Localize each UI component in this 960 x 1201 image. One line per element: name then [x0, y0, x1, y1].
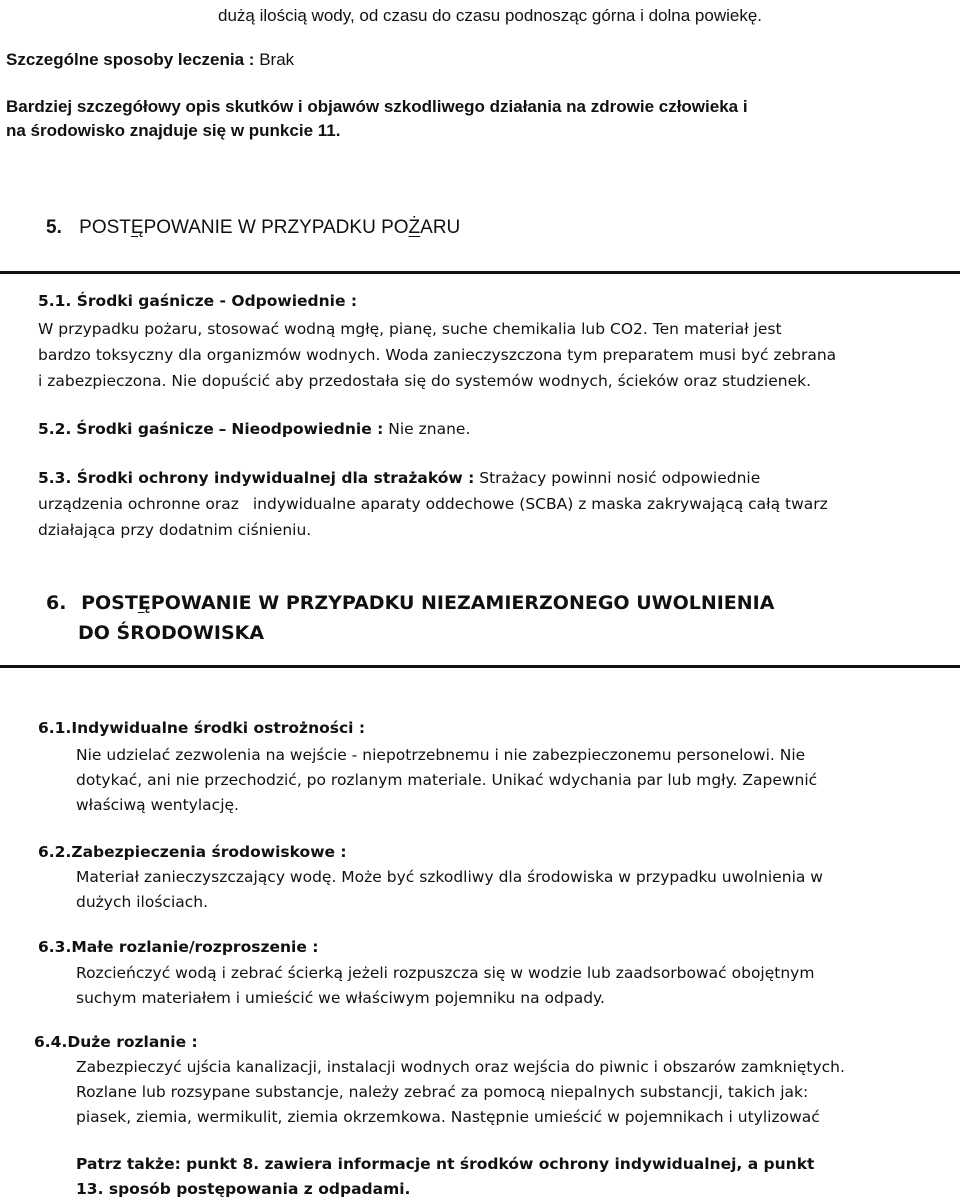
s61-line-1: Nie udzielać zezwolenia na wejście - niepotrzebnemu i nie zabezpieczonemu personelowi. Nie [76, 746, 806, 764]
section-6-title-line-2: DO ŚRODOWISKA [78, 622, 265, 644]
s64-line-3: piasek, ziemia, wermikulit, ziemia okrzemkowa. Następnie umieścić w pojemnikach i utylizować [76, 1108, 820, 1126]
section-5-title-d: Ż [408, 217, 421, 238]
see-also-line-1: Patrz także: punkt 8. zawiera informacje nt środków ochrony indywidualnej, a punkt [76, 1155, 815, 1173]
section-6-title-b: Ę [137, 592, 151, 614]
section-5-title-c: POWANIE W PRZYPADKU PO [143, 217, 409, 238]
section-5-number: 5. [46, 217, 62, 238]
section-6-number: 6. [46, 592, 67, 614]
special-treatment-value: Brak [259, 50, 295, 69]
s53-heading: 5.3. Środki ochrony indywidualnej dla strażaków : [38, 469, 475, 487]
s62-title: Zabezpieczenia środowiskowe : [71, 843, 347, 861]
section-6-divider [0, 665, 960, 668]
s51-line-2: bardzo toksyczny dla organizmów wodnych. Woda zanieczyszczona tym preparatem musi być zebrana [38, 346, 837, 364]
section-6-title-a: POST [81, 592, 138, 614]
section-6-title-c: POWANIE W PRZYPADKU NIEZAMIERZONEGO UWOLNIENIA [150, 592, 775, 614]
s61-line-2: dotykać, ani nie przechodzić, po rozlanym materiale. Unikać wdychania par lub mgły. Zapewnić [76, 771, 818, 789]
section-5-title-b: Ę [130, 217, 144, 238]
details-line-2: na środowisko znajduje się w punkcie 11. [6, 121, 341, 140]
s61-number: 6.1. [38, 719, 72, 737]
s62-number: 6.2. [38, 843, 72, 861]
s53-line-2a: urządzenia ochronne oraz [38, 495, 239, 513]
s52-heading-2: Nieodpowiednie : [231, 420, 384, 438]
s63-line-2: suchym materiałem i umieścić we właściwym pojemniku na odpady. [76, 989, 605, 1007]
s52-number: 5.2. [38, 420, 72, 438]
s64-title: Duże rozlanie : [67, 1033, 198, 1051]
see-also-line-2: 13. sposób postępowania z odpadami. [76, 1180, 411, 1198]
s61-line-3: właściwą wentylację. [76, 796, 239, 814]
s61-heading [38, 719, 365, 737]
s64-heading [34, 1033, 198, 1051]
s63-line-1: Rozcieńczyć wodą i zebrać ścierką jeżeli rozpuszcza się w wodzie lub zaadsorbować obojętnym [76, 964, 815, 982]
s53-row-2 [38, 495, 828, 513]
s62-line-2: dużych ilościach. [76, 893, 209, 911]
s53-first-text: Strażacy powinni nosić odpowiednie [479, 469, 761, 487]
section-6-heading [46, 592, 774, 614]
special-treatment-row [6, 50, 294, 70]
section-5-title-e: ARU [420, 217, 461, 238]
s51-line-1: W przypadku pożaru, stosować wodną mgłę, pianę, suche chemikalia lub CO2. Ten materiał jest [38, 320, 782, 338]
s61-title: Indywidualne środki ostrożności : [71, 719, 366, 737]
s52-value: Nie znane. [388, 420, 471, 438]
s51-line-3: i zabezpieczona. Nie dopuścić aby przedostała się do systemów wodnych, ścieków oraz studzienek. [38, 372, 812, 390]
section-5-divider [0, 271, 960, 274]
s63-number: 6.3. [38, 938, 72, 956]
section-5-heading [46, 217, 460, 239]
s63-title: Małe rozlanie/rozproszenie : [71, 938, 319, 956]
s52-dash: – [218, 420, 227, 438]
special-treatment-label: Szczególne sposoby leczenia : [6, 50, 255, 69]
s52-heading: Środki gaśnicze [76, 420, 214, 438]
s62-heading [38, 843, 347, 861]
section-5-title-a: POST [79, 217, 131, 238]
s64-line-1: Zabezpieczyć ujścia kanalizacji, instalacji wodnych oraz wejścia do piwnic i obszarów zamkniętych. [76, 1058, 845, 1076]
s51-heading: 5.1. Środki gaśnicze - Odpowiednie : [38, 292, 358, 310]
s53-row-1 [38, 469, 760, 487]
s64-line-2: Rozlane lub rozsypane substancje, należy zebrać za pomocą niepalnych substancji, takich jak: [76, 1083, 809, 1101]
s53-line-3: działająca przy dodatnim ciśnieniu. [38, 521, 312, 539]
s52-row [38, 420, 470, 438]
details-line-1: Bardziej szczegółowy opis skutków i objawów szkodliwego działania na zdrowie człowieka i [6, 97, 748, 116]
s63-heading [38, 938, 318, 956]
s64-number: 6.4. [34, 1033, 68, 1051]
continuation-text: dużą ilością wody, od czasu do czasu podnosząc górna i dolna powiekę. [218, 6, 763, 25]
s62-line-1: Materiał zanieczyszczający wodę. Może być szkodliwy dla środowiska w przypadku uwolnienia w [76, 868, 823, 886]
s53-line-2b: indywidualne aparaty oddechowe (SCBA) z maska zakrywającą całą twarz [252, 495, 828, 513]
